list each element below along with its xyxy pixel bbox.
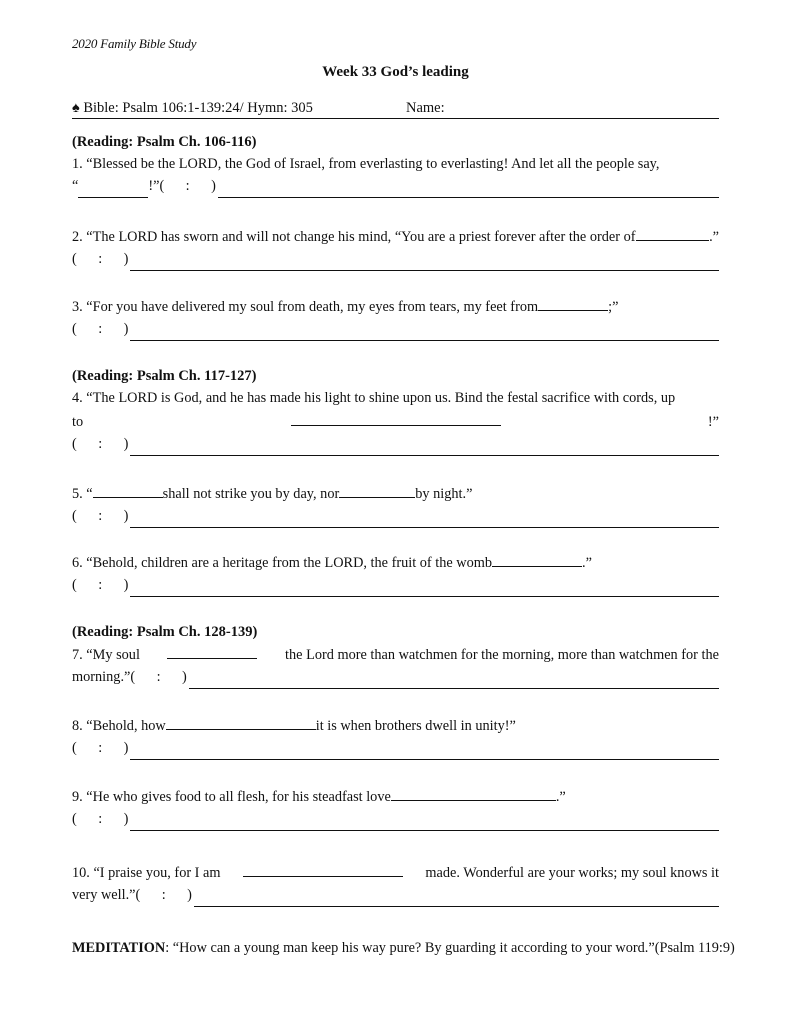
question-text: 10. “I praise you, for I am [72,865,221,881]
question-1 [72,152,719,198]
answer-blank[interactable] [93,482,163,498]
meditation [72,940,735,957]
question-text: .” [582,555,592,571]
answer-blank[interactable] [243,861,403,877]
question-text: “ [72,178,79,194]
reference-line[interactable] [130,581,719,597]
reference-line[interactable] [130,440,719,456]
reference-line[interactable] [218,182,719,198]
header-note: 2020 Family Bible Study [72,36,197,51]
question-text: ;” [608,299,619,315]
question-text: 6. “Behold, children are a heritage from the LORD, the fruit of the womb [72,555,493,571]
question-text: made. Wonderful are your works; my soul knows it [425,865,719,881]
reference-line[interactable] [130,815,719,831]
question-2 [72,225,719,271]
question-text: 7. “My soul [72,647,140,663]
question-text: it is when brothers dwell in unity!” [315,718,516,734]
question-text: 1. “Blessed be the LORD, the God of Israel, from everlasting to everlasting! And let all the people say, [72,156,660,172]
reference-line[interactable] [130,744,719,760]
answer-blank[interactable] [636,225,710,241]
reference-parens: ( : ) [135,887,192,903]
answer-blank[interactable] [78,182,148,198]
question-8 [72,714,719,760]
reference-parens: ( : ) [72,251,129,267]
answer-blank[interactable] [167,643,257,659]
reference-parens: ( : ) [72,508,129,524]
question-text: 8. “Behold, how [72,718,166,734]
section-heading: (Reading: Psalm Ch. 117-127) [72,368,257,384]
question-text: .” [709,229,719,245]
question-4 [72,386,719,456]
question-text: !” [148,178,160,194]
bible-reading-label: ♠ Bible: Psalm 106:1-139:24/ Hymn: 305 [72,100,313,116]
answer-blank[interactable] [391,785,556,801]
question-text: by night.” [415,486,473,502]
question-text: very well.” [72,887,136,903]
reference-parens: ( : ) [72,740,129,756]
answer-blank[interactable] [166,714,316,730]
answer-blank[interactable] [538,295,608,311]
question-text: to [72,414,84,430]
reference-line[interactable] [194,891,719,907]
answer-blank[interactable] [291,410,501,426]
question-6 [72,551,719,597]
question-3 [72,295,719,341]
meditation-text: : “How can a young man keep his way pure? By guarding it according to your word.”(Psalm 119:9) [165,940,735,956]
reference-parens: ( : ) [72,321,129,337]
question-text: 9. “He who gives food to all flesh, for his steadfast love [72,789,391,805]
question-5 [72,482,719,528]
reference-parens: ( : ) [159,178,216,194]
reference-parens: ( : ) [72,577,129,593]
page-title: Week 33 God’s leading [322,64,469,80]
bible-line [72,100,719,119]
reference-parens: ( : ) [130,669,187,685]
section-heading: (Reading: Psalm Ch. 106-116) [72,134,257,150]
question-text: !” [707,414,719,430]
question-text: the Lord more than watchmen for the morning, more than watchmen for the [285,647,719,663]
reference-line[interactable] [130,512,719,528]
question-text: shall not strike you by day, nor [162,486,340,502]
meditation-label: MEDITATION [72,940,166,956]
answer-blank[interactable] [492,551,582,567]
question-7 [72,643,719,689]
question-10 [72,861,719,907]
answer-blank[interactable] [339,482,415,498]
question-text: 5. “ [72,486,93,502]
question-text: .” [555,789,566,805]
name-label: Name: [406,100,445,116]
question-text: morning.” [72,669,131,685]
reference-parens: ( : ) [72,436,129,452]
question-text: 4. “The LORD is God, and he has made his light to shine upon us. Bind the festal sacrifice with cords, up [72,390,676,406]
question-text: 3. “For you have delivered my soul from death, my eyes from tears, my feet from [72,299,539,315]
reference-line[interactable] [130,255,719,271]
reference-line[interactable] [189,673,719,689]
reference-line[interactable] [130,325,719,341]
question-text: 2. “The LORD has sworn and will not change his mind, “You are a priest forever after the order of [72,229,636,245]
section-heading: (Reading: Psalm Ch. 128-139) [72,624,258,640]
reference-parens: ( : ) [72,811,129,827]
question-9 [72,785,719,831]
